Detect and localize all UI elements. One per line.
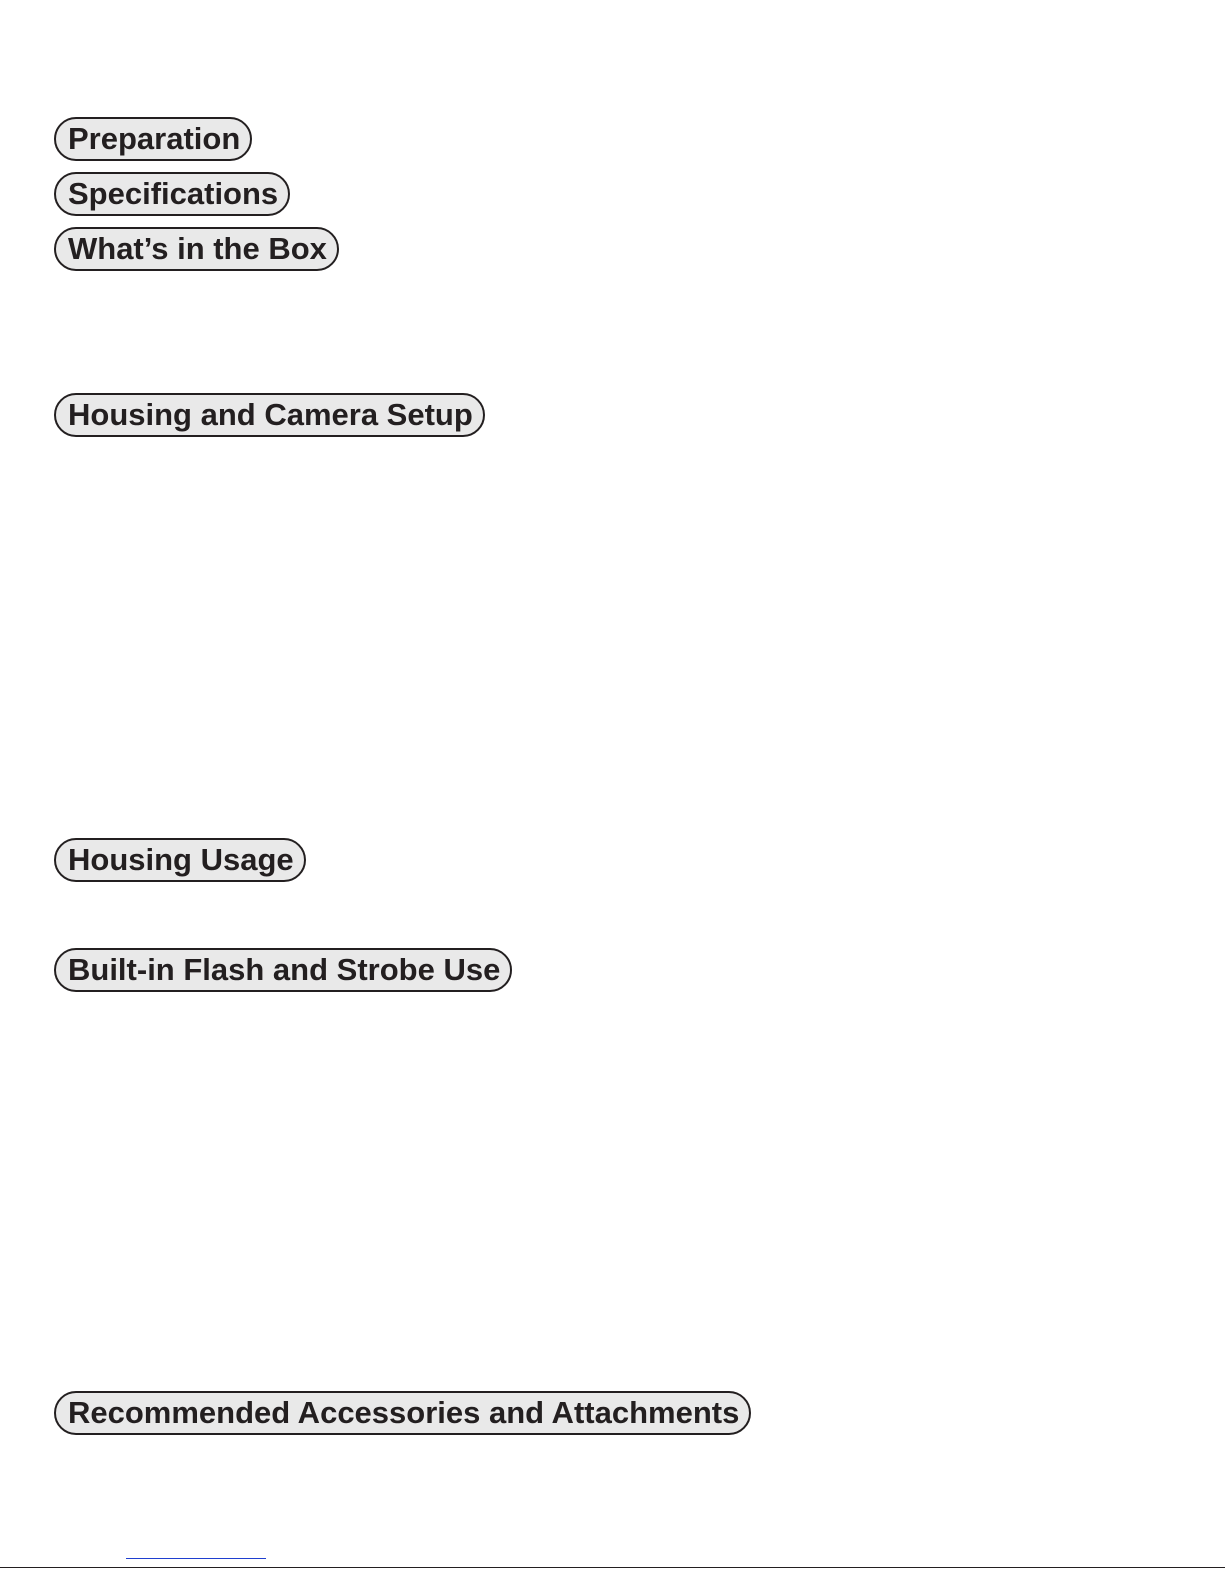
section-heading-whats-in-the-box: What’s in the Box (54, 227, 339, 271)
section-heading-housing-and-camera-setup: Housing and Camera Setup (54, 393, 485, 437)
section-heading-built-in-flash-and-strobe-use: Built-in Flash and Strobe Use (54, 948, 512, 992)
section-heading-housing-usage: Housing Usage (54, 838, 306, 882)
section-heading-specifications: Specifications (54, 172, 290, 216)
section-heading-recommended-accessories: Recommended Accessories and Attachments (54, 1391, 751, 1435)
footer-divider (0, 1567, 1225, 1568)
footer-link-underline[interactable] (126, 1558, 266, 1559)
section-heading-preparation: Preparation (54, 117, 252, 161)
